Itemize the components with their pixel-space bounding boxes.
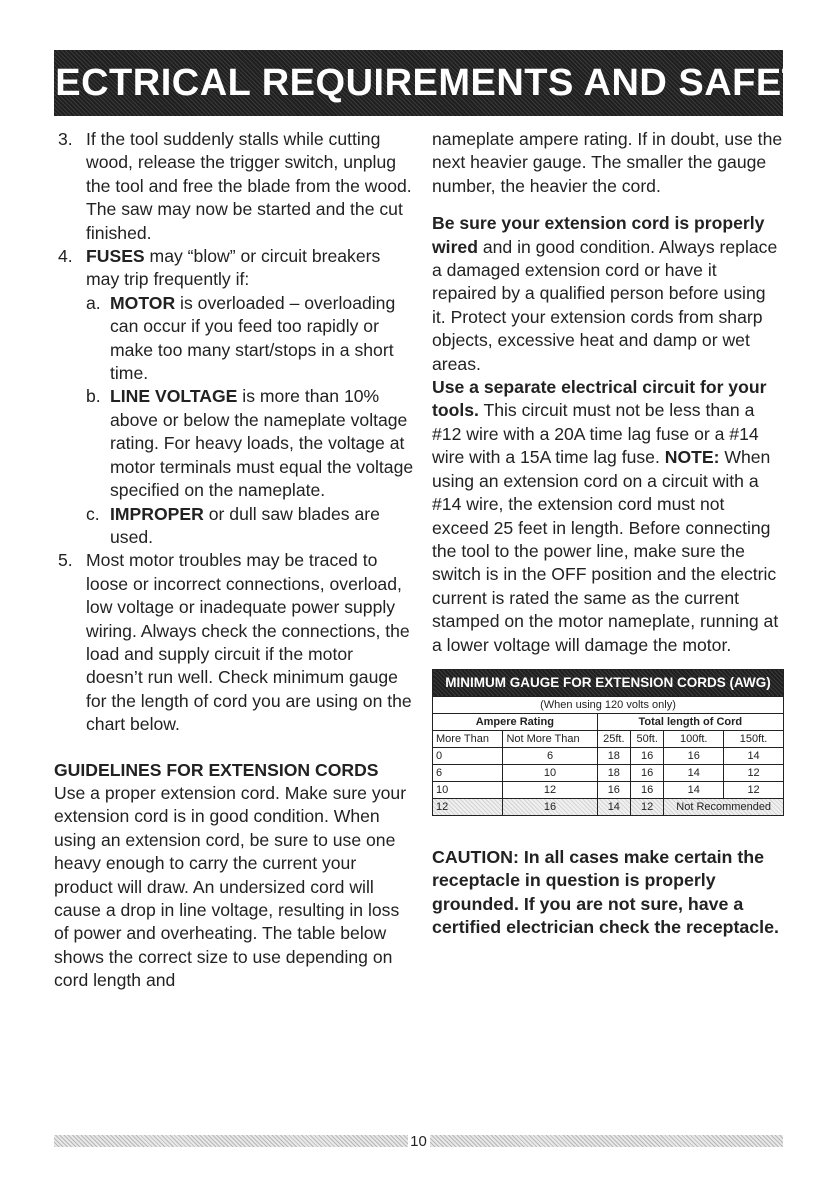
right-column	[432, 128, 784, 940]
paragraph-wired	[432, 212, 784, 376]
table-cell: 14	[724, 747, 784, 764]
list-number: 4.	[58, 246, 73, 267]
improper-label: IMPROPER	[110, 503, 204, 524]
gauge-table	[432, 669, 784, 816]
table-cell: 0	[433, 747, 503, 764]
table-cell: 6	[503, 747, 597, 764]
table-row	[433, 747, 784, 764]
sub-letter: a.	[86, 292, 101, 313]
note-label: NOTE:	[664, 447, 720, 468]
circuit-text: This circuit must not be less than a #12 wire with a 20A time lag fuse or a #14 wire with a 15A time lag fuse.	[432, 400, 759, 468]
table-cell: 18	[597, 764, 630, 781]
paragraph-circuit	[432, 376, 784, 657]
caution-text: CAUTION: In all cases make certain the receptacle in question is properly grounded. If you are not sure, have a certified electrician check the receptacle.	[432, 846, 779, 938]
list-item-text	[86, 245, 414, 292]
table-cell: 16	[631, 781, 664, 798]
title-banner	[5, 50, 832, 116]
wired-text: and in good condition. Always replace a damaged extension cord or have it repaired by a qualified person before using it. Protect your extension cords from sharp objects, excessive heat and damp or wet areas.	[432, 236, 778, 374]
list-item-4	[54, 245, 414, 549]
table-cell: 12	[724, 764, 784, 781]
page-number: 10	[410, 1132, 427, 1150]
table-cell: 10	[433, 781, 503, 798]
table-row	[433, 764, 784, 781]
page-footer	[54, 1134, 783, 1148]
table-cell: 6	[433, 764, 503, 781]
improper-text: or dull saw blades are used.	[110, 503, 380, 547]
table-cell: 18	[597, 747, 630, 764]
ampere-rating-header: Ampere Rating	[433, 713, 598, 730]
list-number: 5.	[58, 550, 73, 571]
table-cell: 16	[664, 747, 724, 764]
table-cell: 10	[503, 764, 597, 781]
fuses-label: FUSES	[86, 246, 145, 267]
guidelines-heading: GUIDELINES FOR EXTENSION CORDS	[54, 759, 379, 780]
table-row-not-recommended	[433, 798, 784, 815]
line-voltage-text: is more than 10% above or below the nameplate voltage rating. For heavy loads, the voltage at motor terminals must equal the voltage specified on the nameplate.	[110, 386, 414, 501]
paragraph-gauge: nameplate ampere rating. If in doubt, use the next heavier gauge. The smaller the gauge number, the heavier the cord.	[432, 129, 783, 196]
table-cell: 12	[433, 798, 503, 815]
footer-rule-right	[430, 1135, 784, 1147]
more-than-header: More Than	[433, 730, 503, 747]
table-cell: 14	[597, 798, 630, 815]
table-cell: 12	[631, 798, 664, 815]
left-column	[54, 128, 414, 993]
table-row	[433, 781, 784, 798]
list-item-3	[54, 128, 414, 245]
not-more-than-header: Not More Than	[503, 730, 597, 747]
motor-text: is overloaded – overloading can occur if you feed too rapidly or make too many start/stops in a short time.	[110, 292, 396, 384]
sub-item-c	[86, 503, 414, 550]
wired-bold: Be sure your extension cord is properly wired	[432, 213, 765, 257]
table-cell: 16	[503, 798, 597, 815]
table-cell: 16	[631, 747, 664, 764]
length-header: 150ft.	[724, 730, 784, 747]
table-cell: 14	[664, 781, 724, 798]
table-cell: 16	[597, 781, 630, 798]
circuit-bold: Use a separate electrical circuit for your tools.	[432, 377, 767, 421]
sub-item-a	[86, 292, 414, 386]
sub-item-b	[86, 385, 414, 502]
list-number: 3.	[58, 129, 73, 149]
list-item-text: Most motor troubles may be traced to loose or incorrect connections, overload, low voltage or inadequate power supply wiring. Always check the connections, the load and supply circuit if the motor doesn’t run well. Check minimum gauge for the length of cord you are using on the chart below.	[86, 550, 412, 735]
length-header: 25ft.	[597, 730, 630, 747]
fuses-text: may “blow” or circuit breakers may trip frequently if:	[86, 246, 381, 290]
cord-length-header: Total length of Cord	[597, 713, 783, 730]
table-cell: 12	[503, 781, 597, 798]
list-item-5	[54, 549, 414, 736]
table-title: MINIMUM GAUGE FOR EXTENSION CORDS (AWG)	[433, 669, 784, 696]
table-subtitle: (When using 120 volts only)	[433, 696, 784, 713]
length-header: 50ft.	[631, 730, 664, 747]
not-recommended-cell: Not Recommended	[664, 798, 784, 815]
table-cell: 12	[724, 781, 784, 798]
sub-letter: c.	[86, 503, 100, 524]
table-cell: 14	[664, 764, 724, 781]
line-voltage-label: LINE VOLTAGE	[110, 386, 238, 407]
guidelines-text: Use a proper extension cord. Make sure your extension cord is in good condition. When using an extension cord, be sure to use one heavy enough to carry the current your product will draw. An undersized cord will cause a drop in line voltage, resulting in loss of power and overheating. The table below shows the correct size to use depending on cord length and	[54, 782, 407, 991]
note-text: When using an extension cord on a circuit with a #14 wire, the extension cord must not exceed 25 feet in length. Before connecting the tool to the power line, make sure the switch is in the OFF position and the electric current is rated the same as the current stamped on the motor nameplate, running at a lower voltage will damage the motor.	[432, 447, 779, 655]
list-item-text: If the tool suddenly stalls while cutting wood, release the trigger switch, unplug the tool and free the blade from the wood. The saw may now be started and the cut finished.	[86, 129, 412, 243]
length-header: 100ft.	[664, 730, 724, 747]
motor-label: MOTOR	[110, 292, 176, 313]
footer-rule-left	[54, 1135, 408, 1147]
page-title: ELECTRICAL REQUIREMENTS AND SAFETY	[5, 61, 832, 104]
table-cell: 16	[631, 764, 664, 781]
sub-letter: b.	[86, 386, 101, 407]
